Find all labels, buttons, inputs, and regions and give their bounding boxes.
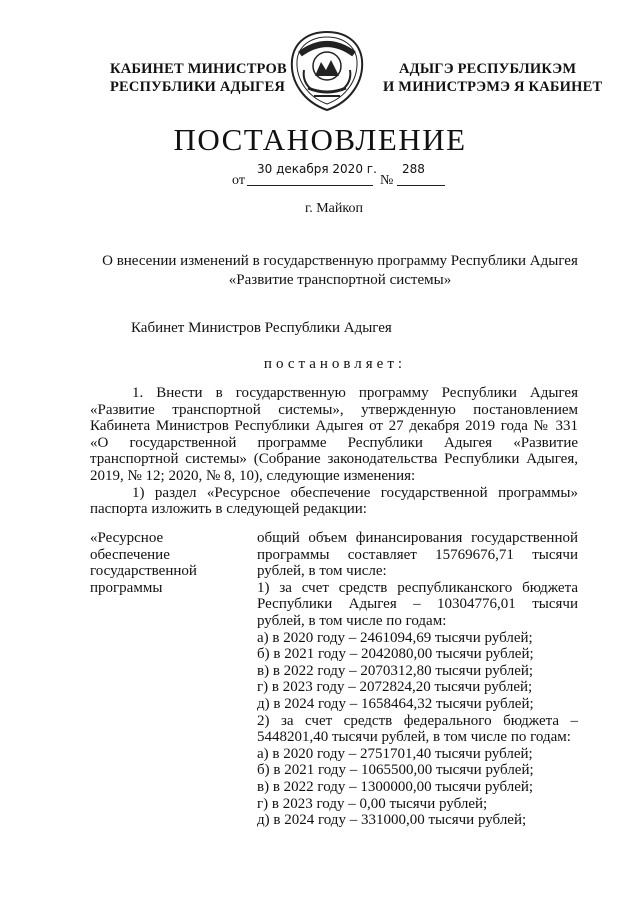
regional-year-2022: в) в 2022 году – 2070312,80 тысячи рублей; bbox=[257, 662, 534, 679]
date-value: 30 декабря 2020 г. bbox=[257, 162, 377, 176]
city: г. Майкоп bbox=[305, 201, 363, 216]
regional-year-2020: а) в 2020 году – 2461094,69 тысячи рублей; bbox=[257, 629, 533, 646]
table-right-cell bbox=[257, 530, 578, 829]
document-subject bbox=[60, 252, 620, 290]
adygea-coat-of-arms-icon bbox=[288, 30, 366, 112]
issuer-line-1: КАБИНЕТ МИНИСТРОВ bbox=[110, 61, 287, 77]
decree-word: постановляет: bbox=[263, 356, 407, 372]
federal-year-2023: г) в 2023 году – 0,00 тысячи рублей; bbox=[257, 795, 488, 812]
federal-year-2024: д) в 2024 году – 331000,00 тысячи рублей; bbox=[257, 812, 527, 829]
date-underline bbox=[247, 185, 373, 186]
subject-line-2: «Развитие транспортной системы» bbox=[228, 272, 452, 288]
table-left-cell: «Ресурсное обеспечение государственной программы bbox=[90, 530, 197, 596]
regional-year-2023: г) в 2023 году – 2072824,20 тысячи рублей; bbox=[257, 679, 533, 696]
document-body bbox=[90, 385, 578, 518]
issuer-name-adyghe bbox=[383, 60, 602, 96]
issuer-line-2: И МИНИСТРЭМЭ Я КАБИНЕТ bbox=[383, 79, 603, 95]
total-funding: общий объем финансирования государственной программы составляет 15769676,71 тысячи рублей, в том числе: bbox=[257, 530, 578, 580]
subject-line-1: О внесении изменений в государственную программу Республики Адыгея bbox=[102, 253, 578, 269]
number-label: № bbox=[380, 173, 394, 188]
number-underline bbox=[397, 185, 445, 186]
issuer-line-1: АДЫГЭ РЕСПУБЛИКЭМ bbox=[399, 61, 577, 77]
federal-budget-intro: 2) за счет средств федерального бюджета – 5448201,40 тысячи рублей, в том числе по годам: bbox=[257, 712, 578, 746]
document-title: ПОСТАНОВЛЕНИЕ bbox=[173, 122, 467, 157]
regional-budget-intro: 1) за счет средств республиканского бюджета Республики Адыгея – 10304776,01 тысячи рублей, в том числе по годам: bbox=[257, 579, 578, 629]
date-number-row bbox=[0, 160, 640, 190]
date-label: от bbox=[232, 173, 245, 188]
federal-year-2020: а) в 2020 году – 2751701,40 тысячи рублей; bbox=[257, 745, 533, 762]
federal-year-2021: б) в 2021 году – 1065500,00 тысячи рублей; bbox=[257, 762, 534, 779]
regional-year-2024: д) в 2024 году – 1658464,32 тысячи рублей; bbox=[257, 695, 534, 712]
issuer-name-russian bbox=[110, 60, 287, 96]
issuer-line-2: РЕСПУБЛИКИ АДЫГЕЯ bbox=[110, 79, 286, 95]
number-value: 288 bbox=[402, 162, 425, 176]
federal-year-2022: в) в 2022 году – 1300000,00 тысячи рублей; bbox=[257, 778, 534, 795]
paragraph-2: 1) раздел «Ресурсное обеспечение государственной программы» паспорта изложить в следующей редакции: bbox=[90, 484, 578, 518]
regional-year-2021: б) в 2021 году – 2042080,00 тысячи рублей; bbox=[257, 646, 534, 663]
paragraph-1: 1. Внести в государственную программу Республики Адыгея «Развитие транспортной системы», утвержденную постановлением Кабинета Министров Республики Адыгея от 27 декабря 2019 года № 331 «О государственной программе Республики Адыгея «Развитие транспортной системы» (Собрание законодательства Республики Адыгея, 2019, № 12; 2020, № 8, 10), следующие изменения: bbox=[90, 385, 578, 484]
issuing-body: Кабинет Министров Республики Адыгея bbox=[131, 320, 392, 336]
